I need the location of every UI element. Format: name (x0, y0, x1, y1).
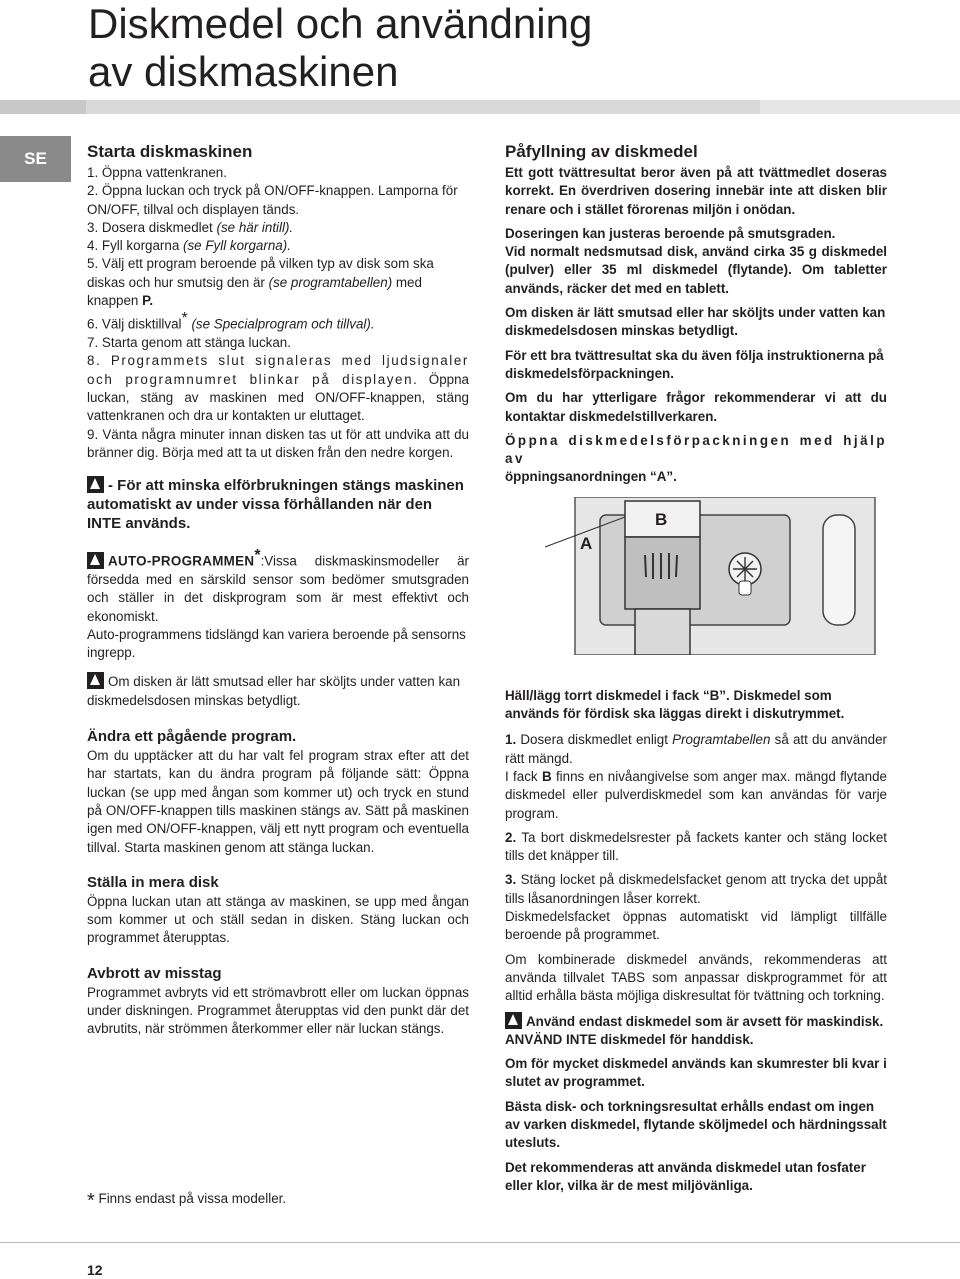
add-dishes-heading: Ställa in mera disk (87, 873, 219, 891)
machine-detergent-warning (505, 1012, 887, 1031)
start-step-8 (87, 352, 469, 425)
dose-step-2 (505, 829, 887, 866)
light-soil-note-text: Om disken är lätt smutsad eller har sköljts under vatten kan diskmedelsdosen minskas betydligt. (87, 674, 461, 708)
detergent-p7-line2: öppningsanordningen “A”. (505, 469, 677, 485)
interruption-text: Programmet avbryts vid ett strömavbrott eller om luckan öppnas under diskningen. Programmet återupptas vid den punkt där det avbrutits, när strömmen återkommer eller när luckan stängs. (87, 984, 469, 1037)
auto-programs-text: :Vissa diskmaskinsmodeller är försedda med en särskild sensor som bedömer smutsgraden och ställer in det diskprogram som är mest effektivt och ekonomiskt. (87, 553, 469, 624)
dose-step-1-text: Dosera diskmedlet enligt (516, 732, 673, 748)
detergent-p5: För ett bra tvättresultat ska du även följa instruktionerna på diskmedelsförpackningen. (505, 347, 884, 381)
dose-step-1-ref: Programtabellen (672, 732, 771, 748)
start-step-6 (87, 310, 469, 334)
start-step-8-text: 8. Programmets slut signaleras med ljudsignaler och programnumret blinkar på displayen. (87, 353, 469, 387)
auto-programs-label: AUTO-PROGRAMMEN (108, 553, 255, 569)
auto-programs-star: * (254, 547, 261, 565)
label-b: B (655, 509, 668, 529)
start-heading: Starta diskmaskinen (87, 142, 253, 161)
start-step-1: 1. Öppna vattenkranen. (87, 165, 227, 180)
start-step-6-ref: (se Specialprogram och tillval). (187, 316, 375, 332)
start-step-7: 7. Starta genom att stänga luckan. (87, 335, 291, 351)
start-step-3-ref: (se här intill). (216, 219, 294, 235)
add-dishes-text: Öppna luckan utan att stänga av maskinen, se upp med ångan som kommer ut och ställ sedan in disken. Stäng luckan och programmet återupptas. (87, 893, 469, 946)
start-step-5-text: 5. Välj ett program beroende på vilken typ av disk som ska diskas och hur smutsig den är (87, 256, 434, 290)
energy-warning-text: - För att minska elförbrukningen stängs maskinen automatiskt av under vissa förhållanden när den INTE används. (87, 477, 464, 533)
dose-step-3-num: 3. (505, 872, 517, 888)
dose-step-1-level-text2: finns en nivåangivelse som anger max. mängd flytande diskmedel eller pulverdiskmedel som kan användas för varje program. (505, 768, 887, 821)
warning-icon (87, 552, 104, 569)
interruption-heading: Avbrott av misstag (87, 964, 222, 982)
start-step-9: 9. Vänta några minuter innan disken tas ut för att undvika att du bränner dig. Börja med att ta ut disken från den nedre korgen. (87, 426, 469, 460)
dose-step-3-auto: Diskmedelsfacket öppnas automatiskt vid lämpligt tillfälle beroende på programmet. (505, 909, 887, 943)
start-step-5-key: P. (142, 293, 154, 309)
hand-detergent-warning: ANVÄND INTE diskmedel för handdisk. (505, 1031, 754, 1047)
dose-step-1-num: 1. (505, 732, 517, 748)
page-number: 12 (87, 1262, 103, 1278)
dispenser-illustration (505, 497, 887, 655)
header-band-right (760, 100, 960, 114)
dose-step-2-num: 2. (505, 829, 517, 845)
light-soil-note (87, 672, 469, 710)
detergent-p7-line1: Öppna diskmedelsförpackningen med hjälp av (505, 432, 887, 467)
detergent-p4: Om disken är lätt smutsad eller har sköljts under vatten kan diskmedelsdosen minskas betydligt. (505, 305, 886, 339)
start-step-5 (87, 255, 469, 310)
auto-programs (87, 547, 469, 626)
label-a: A (580, 533, 593, 553)
dose-step-1-level-text: I fack (505, 768, 542, 784)
start-step-4-ref: (se Fyll korgarna). (183, 238, 291, 254)
page-title-line2: av diskmaskinen (88, 48, 399, 95)
warning-icon (87, 672, 104, 689)
footer-rule (0, 1242, 960, 1243)
language-tab: SE (0, 136, 71, 182)
right-column (505, 142, 887, 1195)
left-column (87, 142, 469, 1039)
combined-detergent-note: Om kombinerade diskmedel används, rekommenderas att använda tillvalet TABS som anpassar diskprogrammet för att alltid erhålla bästa möjliga diskresultat för tvättning och torkning. (505, 951, 887, 1004)
dose-step-3-text: Stäng locket på diskmedelsfacket genom att trycka det uppåt tills låsanordningen låser korrekt. (505, 872, 887, 906)
dispenser-diagram (505, 497, 887, 655)
auto-programs-duration: Auto-programmens tidslängd kan variera beroende på sensorns ingrepp. (87, 626, 466, 661)
dose-step-3 (505, 871, 887, 908)
dose-step-1-level (505, 768, 887, 823)
dose-step-1-text2: så att du använder rätt mängd. (505, 732, 887, 766)
dose-step-1 (505, 731, 887, 768)
start-step-5-ref: (se programtabellen) (268, 274, 393, 290)
start-step-5-text2: med knappen (87, 274, 422, 309)
start-step-2: 2. Öppna luckan och tryck på ON/OFF-knappen. Lamporna för ON/OFF, tillval och displayen tänds. (87, 183, 458, 217)
detergent-p8: Häll/lägg torrt diskmedel i fack “B”. Diskmedel som används för fördisk ska läggas direkt i diskutrymmet. (505, 687, 845, 722)
header-band-middle (86, 100, 760, 114)
start-step-8-text2: Öppna luckan, stäng av maskinen med ON/OFF-knappen, stäng vattenkranen och dra ur kontakten ur eluttaget. (87, 371, 469, 424)
dose-step-1-level-key: B (541, 768, 552, 784)
dose-step-2-text: Ta bort diskmedelsrester på fackets kanter och stäng locket tills det knäpper till. (505, 829, 887, 864)
footnote-star: * (87, 1190, 95, 1212)
start-step-4-text: 4. Fyll korgarna (87, 238, 184, 254)
detergent-p2: Doseringen kan justeras beroende på smutsgraden. (505, 225, 836, 241)
header-band-left (0, 100, 86, 114)
machine-detergent-warning-text: Använd endast diskmedel som är avsett för maskindisk. (526, 1013, 884, 1029)
change-program-text: Om du upptäcker att du har valt fel program strax efter att det har startats, kan du ändra program på följande sätt: Öppna luckan (se upp med ångan som kommer ut) och tryck en stund på ON/OFF-knappen tills maskinen stängs av. Sätt på maskinen igen med ON/OFF-knappen, välj ett nytt program och eventuella tillval. Starta maskinen genom att stänga luckan. (87, 748, 469, 855)
warning-icon (87, 476, 104, 493)
start-step-3-text: 3. Dosera diskmedlet (87, 219, 217, 235)
page-title (88, 0, 592, 96)
start-step-6-text: 6. Välj disktillval (87, 316, 182, 332)
warning-icon (505, 1012, 522, 1029)
page-title-line1: Diskmedel och användning (88, 0, 593, 47)
change-program-heading: Ändra ett pågående program. (87, 728, 297, 746)
footnote-text: Finns endast på vissa modeller. (94, 1191, 287, 1206)
foam-warning: Om för mycket diskmedel används kan skumrester bli kvar i slutet av programmet. (505, 1056, 887, 1090)
best-result-note: Bästa disk- och torkningsresultat erhålls endast om ingen av varken diskmedel, flytande sköljmedel och härdningssalt utesluts. (505, 1098, 887, 1151)
eco-note: Det rekommenderas att använda diskmedel utan fosfater eller klor, vilka är de mest miljövänliga. (505, 1159, 866, 1193)
start-step-6-star: * (181, 310, 188, 328)
detergent-p3: Vid normalt nedsmutsad disk, använd cirka 35 g diskmedel (pulver) eller 35 ml diskmedel (flytande). Om tabletter används, räcker det med en tablett. (505, 244, 887, 296)
energy-warning (87, 476, 469, 533)
start-step-4 (87, 237, 469, 255)
footnote (87, 1190, 286, 1213)
start-step-3 (87, 219, 469, 237)
detergent-heading: Påfyllning av diskmedel (505, 142, 698, 161)
detergent-p1: Ett gott tvättresultat beror även på att tvättmedlet doseras korrekt. En överdriven dosering innebär inte att disken blir renare och i stället förorenas miljön i onödan. (505, 165, 887, 217)
detergent-p6: Om du har ytterligare frågor rekommenderar vi att du kontaktar diskmedelstillverkaren. (505, 390, 887, 424)
